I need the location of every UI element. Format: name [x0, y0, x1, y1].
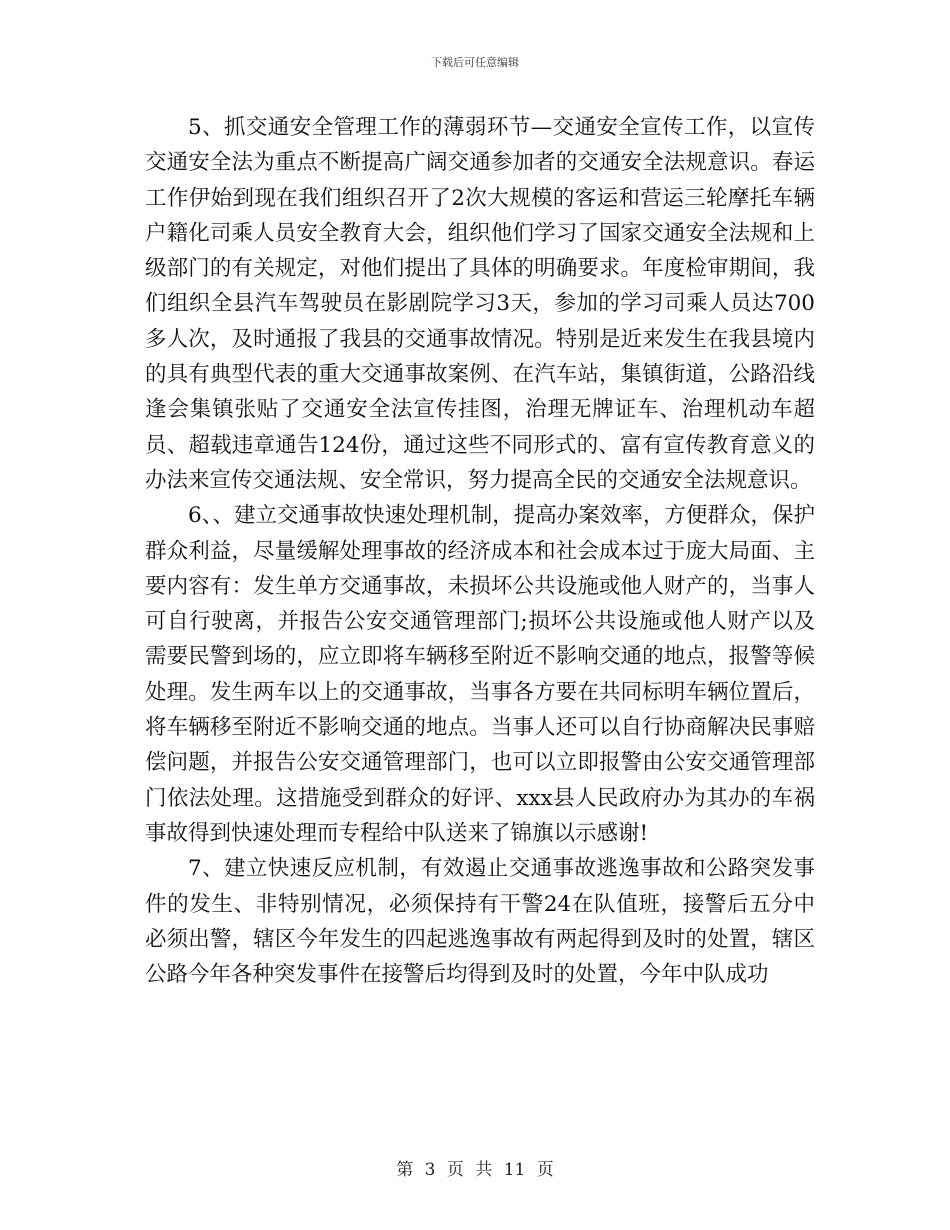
paragraph-5: 5、抓交通安全管理工作的薄弱环节—交通安全宣传工作，以宣传交通安全法为重点不断提高广阔交通参加者的交通安全法规意识。春运工作伊始到现在我们组织召开了2次大规模的客运和营运三轮摩托车辆户籍化司乘人员安全教育大会，组织他们学习了国家交通安全法规和上级部门的有关规定，对他们提出了具体的明确要求。年度检审期间，我们组织全县汽车驾驶员在影剧院学习3天，参加的学习司乘人员达700多人次，及时通报了我县的交通事故情况。特别是近来发生在我县境内的具有典型代表的重大交通事故案例、在汽车站，集镇街道，公路沿线逢会集镇张贴了交通安全法宣传挂图，治理无牌证车、治理机动车超员、超载违章通告124份，通过这些不同形式的、富有宣传教育意义的办法来宣传交通法规、安全常识，努力提高全民的交通安全法规意识。	[145, 115, 815, 493]
page-header: 下载后可任意编辑	[431, 56, 519, 69]
page-number-footer: 第 3 页 共 11 页	[396, 1160, 554, 1180]
document-body	[145, 110, 815, 992]
paragraph-6: 6、、建立交通事故快速处理机制，提高办案效率，方便群众，保护群众利益，尽量缓解处理事故的经济成本和社会成本过于庞大局面、主要内容有：发生单方交通事故，未损坏公共设施或他人财产的，当事人可自行驶离，并报告公安交通管理部门;损坏公共设施或他人财产以及需要民警到场的，应立即将车辆移至附近不影响交通的地点，报警等候处理。发生两车以上的交通事故，当事各方要在共同标明车辆位置后，将车辆移至附近不影响交通的地点。当事人还可以自行协商解决民事赔偿问题，并报告公安交通管理部门，也可以立即报警由公安交通管理部门依法处理。这措施受到群众的好评、xxx县人民政府办为其办的车祸事故得到快速处理而专程给中队送来了锦旗以示感谢!	[145, 503, 815, 846]
paragraph-7: 7、建立快速反应机制，有效遏止交通事故逃逸事故和公路突发事件的发生、非特别情况，必须保持有干警24在队值班，接警后五分中必须出警，辖区今年发生的四起逃逸事故有两起得到及时的处置，辖区公路今年各种突发事件在接警后均得到及时的处置，今年中队成功	[145, 856, 815, 988]
